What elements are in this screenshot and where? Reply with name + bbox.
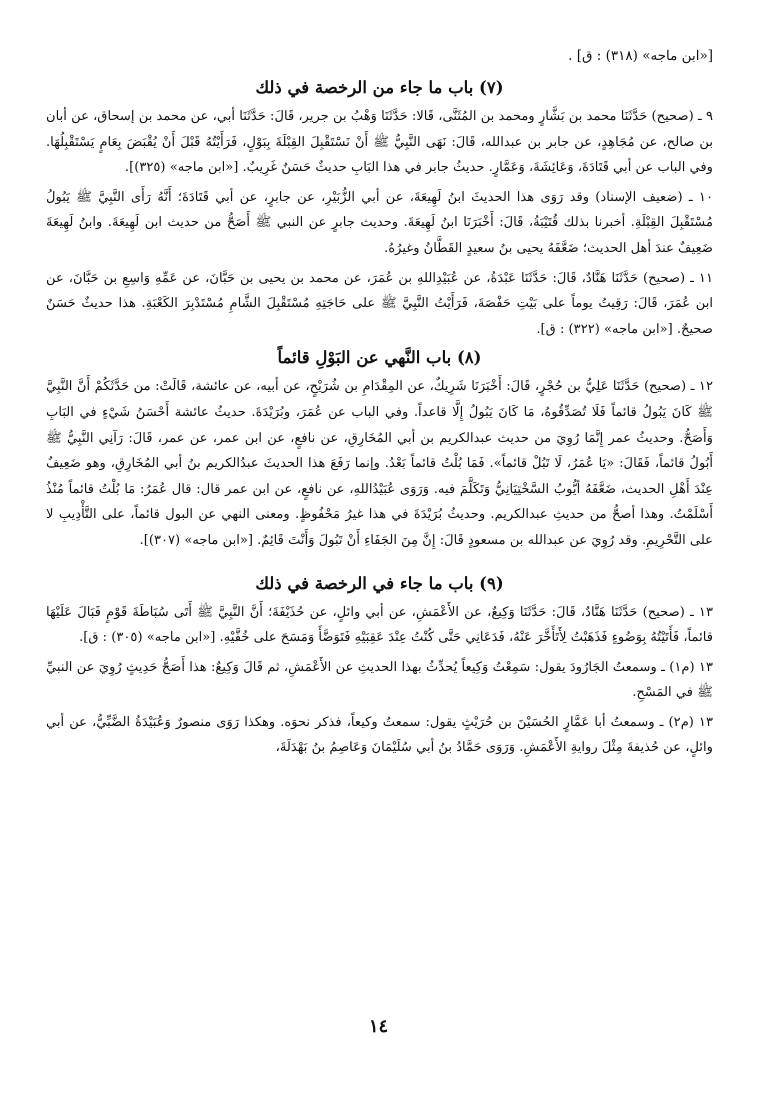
section-heading: (٧) باب ما جاء من الرخصة في ذلك [255, 78, 504, 97]
hadith-paragraph: ١٣ ـ (صحيح) حَدَّثَنَا هَنَّادٌ، قَالَ: حَدَّثَنَا وَكِيعٌ، عن الأَعْمَشِ، عن أبي وائلٍ، عن حُذَيْفَةَ؛ أَنَّ النَّبِيَّ ﷺ أَتَى سُبَاطَةَ قَوْمٍ فَبَالَ عَلَيْهَا قائماً، فَأَتَيْتُهُ بِوَضُوءٍ فَذَهَبْتُ لِأَتَأَخَّرَ عَنْهُ، فَدَعَانِي حَتَّى كُنْتُ عِنْدَ عَقِبَيْهِ فَتَوَضَّأَ وَمَسَحَ على خُفَّيْهِ. [«ابن ماجه» (٣٠٥) : ق]. [46, 604, 713, 646]
section-8 [46, 344, 713, 553]
section-7 [46, 74, 713, 342]
hadith-paragraph: ١٣ (م٢) ـ وسمعتُ أبا عَمَّارٍ الحُسَيْنَ بن حُرَيْثٍ يقول: سمعتُ وكيعاً، فذكر نحوَه. وهكذا رَوَى منصورٌ وَعُبَيْدَةُ الضَّبِّيُّ، عن أبي وائلٍ، عن حُذيفةَ مِثْلَ روايةِ الأَعْمَشِ. وَرَوَى حَمَّادُ بنُ أبي سُلَيْمَانَ وَعَاصِمُ بنُ بَهْدَلَةَ، [46, 714, 713, 756]
section-gap [46, 554, 713, 568]
section-heading: (٩) باب ما جاء في الرخصة في ذلك [255, 573, 504, 593]
hadith-paragraph: ١٢ ـ (صحيح) حَدَّثَنَا عَلِيُّ بن حُجْرٍ، قَالَ: أَخْبَرَنَا شَرِيكٌ، عن المِقْدَامِ بن شُرَيْحٍ، عن أبيه، عن عائشة، قَالَتْ: من حَدَّثَكُمْ أَنَّ النَّبِيَّ ﷺ كَانَ يَبُولُ قائماً فَلَا تُصَدِّقُوهُ، مَا كَانَ يَبُولُ إِلَّا قاعداً. وفي الباب عن عُمَرَ، وبُرَيْدَةَ. حديثُ عائشة أَحْسَنُ شَيْءٍ في البَابِ وَأَصَحُّ. وحديثُ عمر إِنَّمَا رُوِيَ من حديث عبدالكريم بن أبي المُخَارِقِ، عن نافعٍ، عن ابن عمر، عن عمر، قَالَ: رَآنِي النَّبِيُّ ﷺ أَبُولُ قائماً، فَقَالَ: «يَا عُمَرُ، لَا تَبُلْ قائماً». فَمَا بُلْتُ قائماً بَعْدُ. وإنما رَفَعَ هذا الحديثَ عبدُالكريم بنُ أبي المُخَارِقِ، وهو ضَعِيفٌ عِنْدَ أَهْلِ الحديث، ضَعَّفَهُ أيُّوبُ السَّخْتِيَانِيُّ وَتَكَلَّمَ فيه. وَرَوَى عُبَيْدُاللهِ، عن نافعٍ، عن ابن عمر قال: قال عُمَرُ: مَا بُلْتُ قائماً مُنْذُ أَسْلَمْتُ. وهذا أصحُّ من حديثِ عبدالكريم. وحديثُ بُرَيْدَةَ في هذا غيرُ مَحْفُوظٍ. ومعنى النهي عن البول قائماً، على التَّأْدِيبِ لا على التَّحْرِيمِ. وقد رُوِيَ عن عبدالله بن مسعودٍ قَالَ: إِنَّ مِنَ الجَفَاءِ أَنْ تَبُولَ وَأَنْتَ قَائِمٌ. [«ابن ماجه» (٣٠٧)]. [46, 379, 713, 548]
section-9 [46, 570, 713, 762]
hadith-paragraph: ١٠ ـ (ضعيف الإسناد) وقد رَوَى هذا الحديثَ ابنُ لَهِيعَةَ، عن أبي الزُّبَيْرِ، عن جابرٍ، عن أبي قَتَادَةَ؛ أَنَّهُ رَأَى النَّبِيَّ ﷺ يَبُولُ مُسْتَقْبِلَ القِبْلَةِ. أخبرنا بذلك قُتَيْبَةُ، قَالَ: أَخْبَرَنَا ابنُ لَهِيعَةَ. وحديث جابرٍ عن النبي ﷺ أَصَحُّ من حديث ابن لَهِيعَةَ. وابنُ لَهِيعَةَ ضَعِيفٌ عندَ أهل الحديث؛ ضَعَّفَهُ يحيى بنُ سعيدٍ القَطَّانُ وغيرُهُ. [46, 189, 713, 256]
hadith-paragraph: ١٣ (م١) ـ وسمعتُ الجَارُودَ يقول: سَمِعْتُ وَكِيعاً يُحدِّثُ بهذا الحديثِ عن الأَعْمَشِ، ثم قَالَ وَكِيعٌ: هذا أَصَحُّ حَدِيثٍ رُوِيَ عن النبيِّ ﷺ في المَسْحِ. [46, 659, 713, 701]
section-heading: (٨) باب النَّهي عن البَوْلِ قائماً [277, 348, 482, 368]
top-reference: [«ابن ماجه» (٣١٨) : ق] . [568, 48, 713, 64]
page-number: ١٤ [368, 1016, 389, 1037]
hadith-paragraph: ١١ ـ (صحيح) حَدَّثَنَا هَنَّادٌ، قَالَ: حَدَّثَنَا عَبْدَةُ، عن عُبَيْدِاللهِ بن عُمَرَ، عن محمد بن يحيى بن حَبَّانَ، عن عَمِّهِ وَاسِعِ بن حَبَّانَ، عن ابن عُمَرَ، قَالَ: رَقِيتُ يوماً على بَيْتِ حَفْصَةَ، فَرَأَيْتُ النَّبِيَّ ﷺ على حَاجَتِهِ مُسْتَقْبِلَ الشَّامِ مُسْتَدْبِرَ الكَعْبَةِ. هذا حديثٌ حَسَنٌ صحيحٌ. [«ابن ماجه» (٣٢٢) : ق]. [46, 270, 713, 337]
hadith-paragraph: ٩ ـ (صحيح) حَدَّثَنَا محمد بن بَشَّارٍ ومحمد بن المُثَنَّى، قَالا: حَدَّثَنَا وَهْبُ بن جرير، قَالَ: حَدَّثَنَا أبي، عن محمد بن إسحاق، عن أبان بن صالح، عن مُجَاهِدٍ، عن جابر بن عبدالله، قَالَ: نَهَى النَّبِيُّ ﷺ أَنْ نَسْتَقْبِلَ القِبْلَةَ بِبَوْلٍ، فَرَأَيْتُهُ قَبْلَ أَنْ يُقْبَضَ بِعَامٍ يَسْتَقْبِلُهَا. وفي الباب عن أبي قَتَادَةَ، وَعَائِشَةَ، وَعَمَّارٍ. حديثُ جابر في هذا البَابِ حديثٌ حَسَنٌ غَرِيبٌ. [«ابن ماجه» (٣٢٥)]. [46, 109, 713, 176]
